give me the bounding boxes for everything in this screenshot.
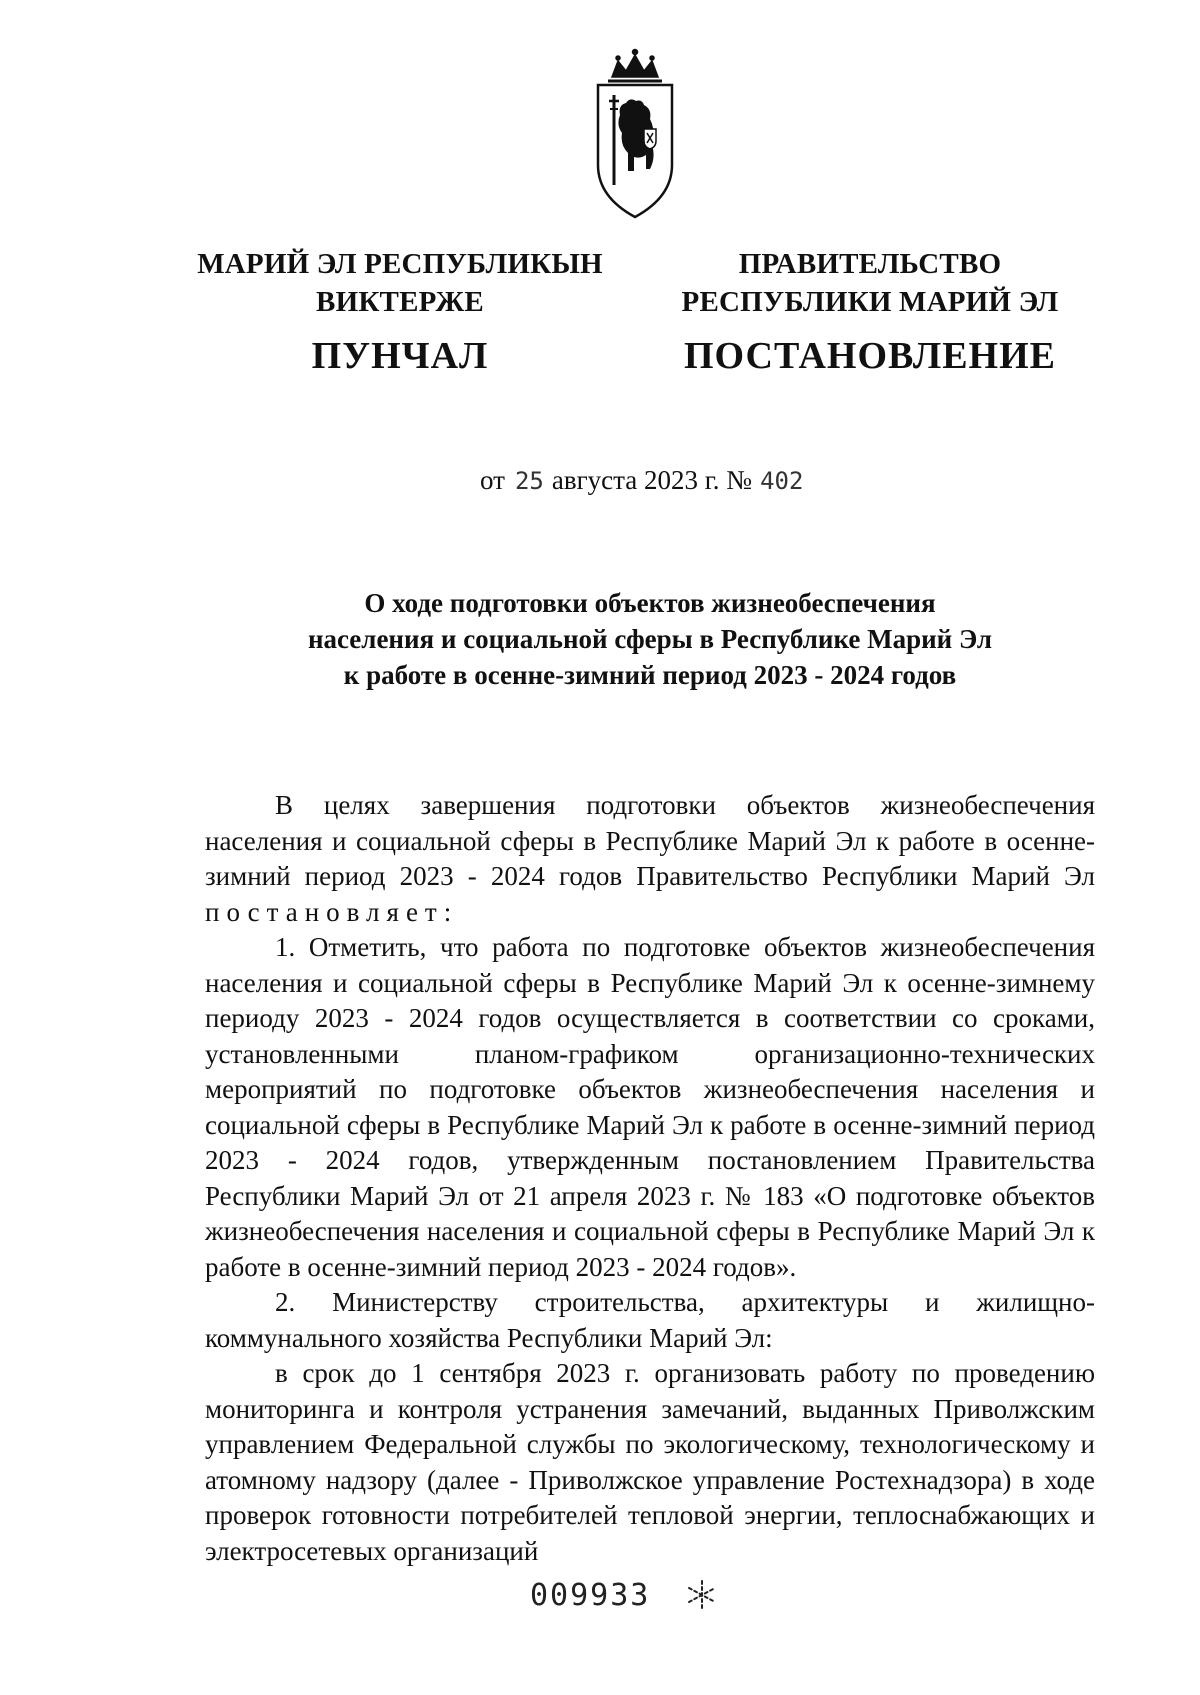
document-title	[200, 585, 1100, 693]
body-paragraph-2-subitem: в срок до 1 сентября 2023 г. организовать работу по проведению мониторинга и контроля устранения замечаний, выданных Приволжским управлением Федеральной службы по экологическому, технологическому и атомному надзору (далее - Приволжское управление Ростехнадзора) в ходе проверок готовности потребителей тепловой энергии, теплоснабжающих и электросетевых организаций	[205, 1358, 1095, 1566]
date-prefix: от	[480, 465, 505, 495]
title-line-3: к работе в осенне-зимний период 2023 - 2024 годов	[343, 660, 957, 690]
preamble-text: В целях завершения подготовки объектов жизнеобеспечения населения и социальной сферы в Республике Марий Эл к работе в осенне-зимний период 2023 - 2024 годов Правительство Республики Марий Эл	[205, 790, 1095, 891]
body-paragraph-2: 2. Министерству строительства, архитектуры и жилищно-коммунального хозяйства Республики Марий Эл:	[205, 1287, 1095, 1353]
date-month-year: августа 2023 г. №	[551, 465, 753, 495]
document-header	[180, 245, 1080, 395]
header-mari-line2: ВИКТЕРЖЕ	[316, 286, 484, 318]
preamble-end: :	[443, 896, 452, 927]
title-line-1: О ходе подготовки объектов жизнеобеспечения	[364, 588, 936, 618]
header-russian-line2: РЕСПУБЛИКИ МАРИЙ ЭЛ	[681, 286, 1059, 318]
document-date-line	[480, 463, 803, 498]
body-paragraph-1: 1. Отметить, что работа по подготовке объектов жизнеобеспечения населения и социальной сферы в Республике Марий Эл к осенне-зимнему периоду 2023 - 2024 годов осуществляется в соответствии со сроками, установленными планом-графиком организационно-технических мероприятий по подготовке объектов жизнеобеспечения населения и социальной сферы в Республике Марий Эл к работе в осенне-зимний период 2023 - 2024 годов, утвержденным постановлением Правительства Республики Марий Эл от 21 апреля 2023 г. № 183 «О подготовке объектов жизнеобеспечения населения и социальной сферы в Республике Марий Эл к работе в осенне-зимний период 2023 - 2024 годов».	[205, 932, 1095, 1282]
asterisk-mark-icon	[685, 1578, 719, 1612]
document-number: 402	[760, 467, 804, 495]
body-paragraph-preamble	[205, 788, 1095, 930]
preamble-resolves: постановляет	[205, 896, 444, 927]
header-mari-line1: МАРИЙ ЭЛ РЕСПУБЛИКЫН	[197, 248, 603, 280]
header-mari	[180, 245, 620, 379]
coat-of-arms-icon	[590, 45, 680, 225]
serial-number: 009933	[530, 1578, 651, 1613]
document-body	[205, 788, 1095, 1569]
header-mari-doc-type: ПУНЧАЛ	[311, 335, 489, 377]
date-day: 25	[514, 467, 544, 495]
header-russian	[650, 245, 1090, 379]
title-line-2: населения и социальной сферы в Республике Марий Эл	[307, 624, 993, 654]
header-russian-line1: ПРАВИТЕЛЬСТВО	[738, 248, 1002, 280]
header-russian-doc-type: ПОСТАНОВЛЕНИЕ	[683, 335, 1057, 377]
